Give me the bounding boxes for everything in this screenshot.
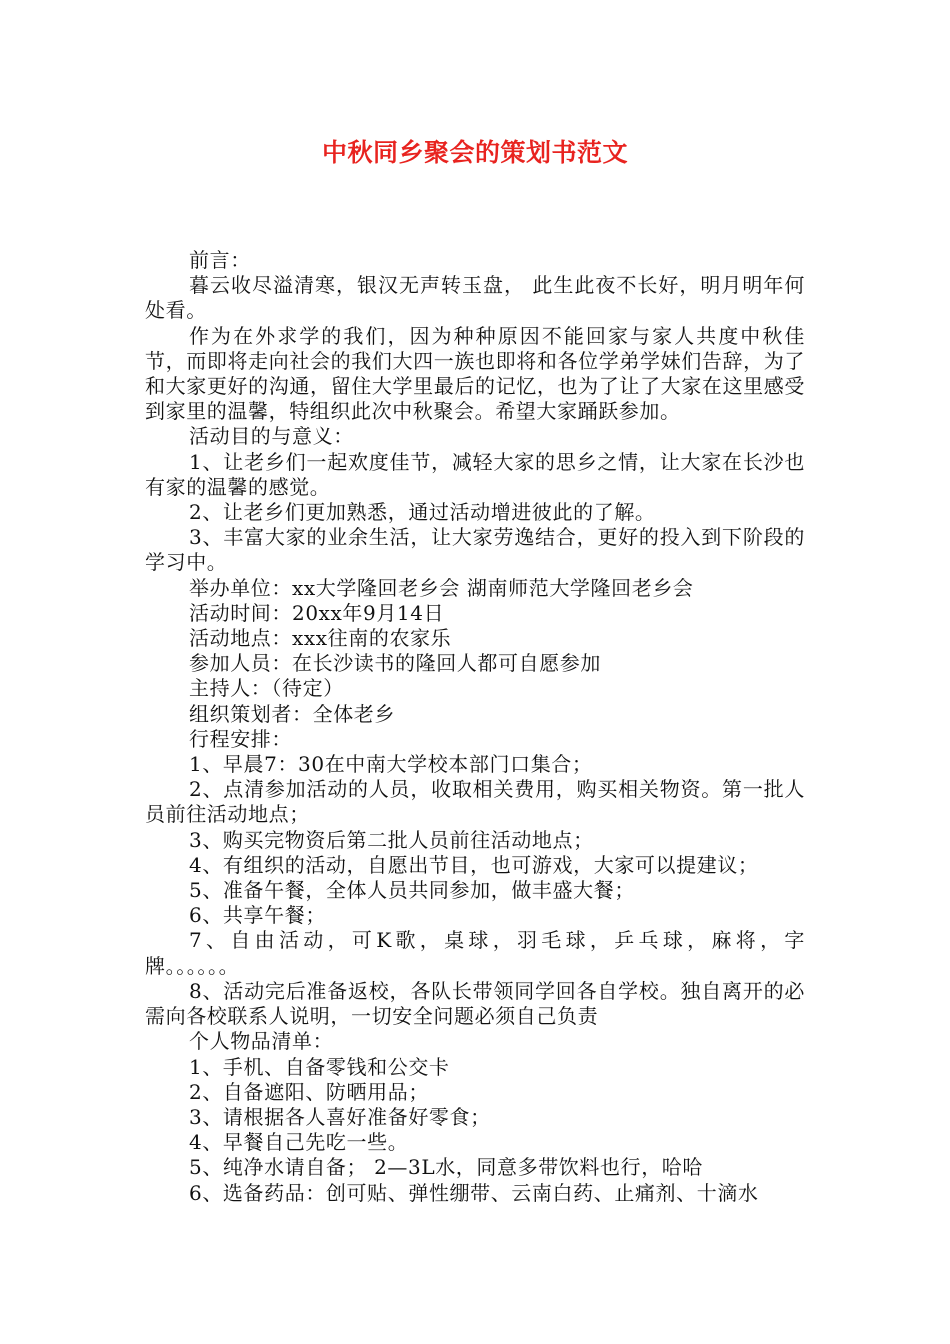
paragraph: 组织策划者：全体老乡 [189, 701, 395, 726]
paragraph: 8、活动完后准备返校，各队长带领同学回各自学校。独自离开的必需向各校联系人说明，一切安全问题必须自己负责 [145, 978, 805, 1029]
paragraph: 暮云收尽溢清寒，银汉无声转玉盘， 此生此夜不长好，明月明年何处看。 [145, 273, 805, 323]
paragraph: 作为在外求学的我们，因为种种原因不能回家与家人共度中秋佳节，而即将走向社会的我们大四一族也即将和各位学弟学妹们告辞，为了和大家更好的沟通，留住大学里最后的记忆，也为了让了大家在这里感受到家里的温馨，特组织此次中秋聚会。希望大家踊跃参加。 [145, 323, 805, 424]
paragraph: 6、共享午餐； [189, 903, 326, 928]
paragraph: 活动目的与意义： [189, 424, 354, 449]
paragraph: 活动时间：20xx年9月14日 [189, 600, 445, 625]
paragraph: 3、丰富大家的业余生活，让大家劳逸结合，更好的投入到下阶段的学习中。 [145, 525, 805, 575]
paragraph: 5、纯净水请自备； 2—3L水，同意多带饮料也行，哈哈 [189, 1155, 704, 1180]
paragraph: 6、选备药品：创可贴、弹性绷带、云南白药、止痛剂、十滴水 [189, 1180, 759, 1205]
paragraph: 1、早晨7：30在中南大学校本部门口集合； [189, 752, 593, 777]
paragraph: 举办单位：xx大学隆回老乡会 湖南师范大学隆回老乡会 [189, 575, 694, 600]
paragraph: 1、让老乡们一起欢度佳节，减轻大家的思乡之情，让大家在长沙也有家的温馨的感觉。 [145, 449, 805, 499]
paragraph: 2、自备遮阳、防晒用品； [189, 1079, 429, 1104]
paragraph: 1、手机、自备零钱和公交卡 [189, 1054, 450, 1079]
paragraph: 4、早餐自己先吃一些。 [189, 1130, 409, 1155]
paragraph: 3、请根据各人喜好准备好零食； [189, 1104, 491, 1129]
paragraph: 行程安排： [189, 726, 292, 751]
paragraph: 主持人：（待定） [189, 676, 344, 701]
paragraph: 活动地点：xxx往南的农家乐 [189, 626, 452, 651]
paragraph: 个人物品清单： [189, 1029, 334, 1054]
paragraph: 3、购买完物资后第二批人员前往活动地点； [189, 827, 594, 852]
paragraph: 4、有组织的活动，自愿出节目，也可游戏，大家可以提建议； [189, 852, 759, 877]
page-title: 中秋同乡聚会的策划书范文 [321, 138, 628, 167]
paragraph: 参加人员：在长沙读书的隆回人都可自愿参加 [189, 651, 601, 676]
paragraph: 2、点清参加活动的人员，收取相关费用，购买相关物资。第一批人员前往活动地点； [145, 777, 805, 827]
paragraph: 5、准备午餐，全体人员共同参加，做丰盛大餐； [189, 878, 635, 903]
paragraph: 2、让老乡们更加熟悉，通过活动增进彼此的了解。 [189, 500, 656, 525]
paragraph: 前言： [189, 248, 251, 272]
paragraph: 7、自由活动，可K歌，桌球，羽毛球，乒乓球，麻将，字牌。。。。。。 [145, 928, 805, 978]
document-body [145, 248, 805, 1206]
